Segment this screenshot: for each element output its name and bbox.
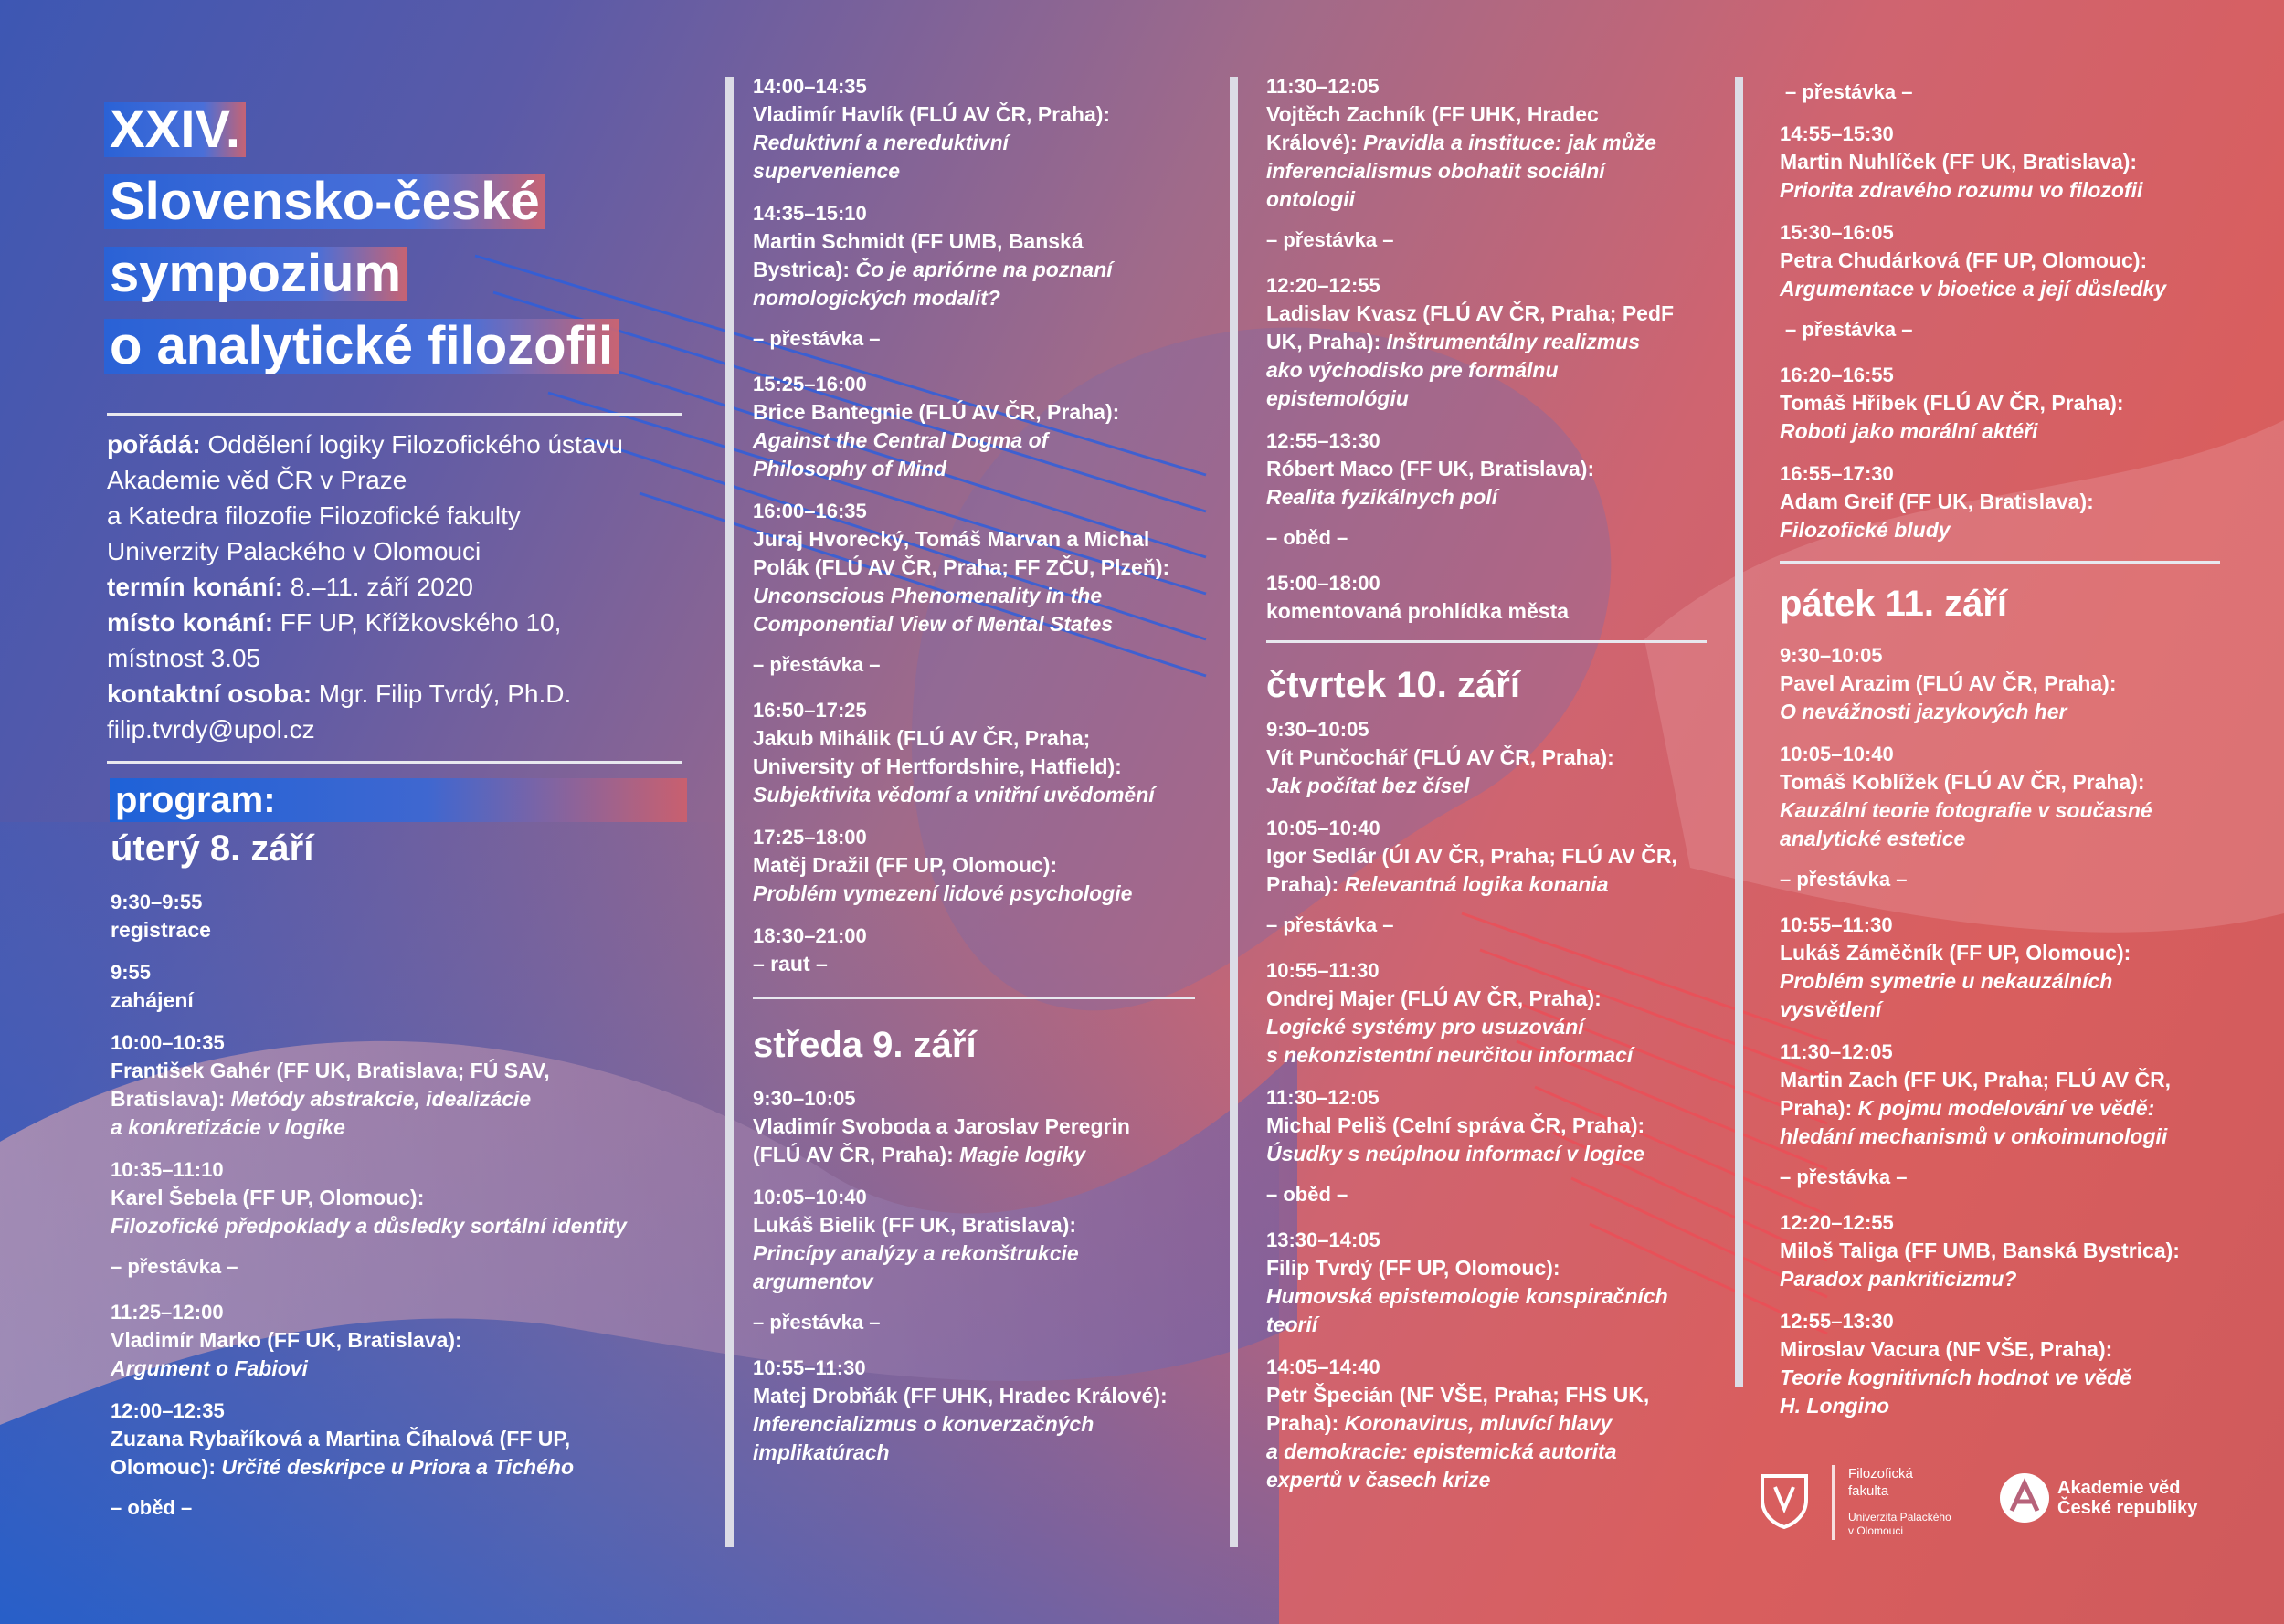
upol-seal-icon [1759,1472,1810,1529]
talk: 11:30–12:05 Martin Zach (FF UK, Praha; FLÚ AV ČR, Praha): K pojmu modelování ve vědě: hledání mechanismů v onkoimunologii [1780,1040,2172,1148]
organizer-line-3: a Katedra filozofie Filozofické fakulty [107,501,521,530]
place-label: místo konání: [107,608,274,637]
talk: 17:25–18:00 Matěj Dražil (FF UP, Olomouc): Problém vymezení lidové psychologie [753,826,1133,905]
talk: 11:25–12:00 Vladimír Marko (FF UK, Bratislava): Argument o Fabiovi [111,1301,462,1380]
day-heading-fri: pátek 11. září [1780,584,2008,624]
organizer-line-1: Oddělení logiky Filozofického ústavu [207,430,623,459]
day-heading-thu: čtvrtek 10. září [1266,665,1520,705]
talk: 10:05–10:40 Lukáš Bielik (FF UK, Bratislava): Princípy analýzy a rekonštrukcie argumentov [753,1186,1079,1293]
day-divider [753,997,1195,999]
talk: 10:05–10:40 Tomáš Koblížek (FLÚ AV ČR, Praha): Kauzální teorie fotografie v současné analytické estetice [1780,743,2152,850]
talk: 14:55–15:30 Martin Nuhlíček (FF UK, Bratislava): Priorita zdravého rozumu vo filozofii [1780,122,2143,202]
title-line-1: XXIV. [104,102,246,157]
break: – oběd – [1266,526,1348,549]
break: – oběd – [111,1496,193,1519]
program-bar [110,778,687,822]
column-divider-2 [1230,77,1238,1547]
break: – přestávka – [753,653,881,676]
day-divider [1266,640,1707,643]
break: – přestávka – [1785,80,1913,103]
info-divider [107,761,682,764]
talk: 9:30–10:05 Vladimír Svoboda a Jaroslav Peregrin (FLÚ AV ČR, Praha): Magie logiky [753,1087,1130,1166]
place-value-2: místnost 3.05 [107,644,261,672]
organizer-line-2: Akademie věd ČR v Praze [107,466,407,494]
talk: 14:00–14:35 Vladimír Havlík (FLÚ AV ČR, Praha): Reduktivní a nereduktivní supervenience [753,75,1111,183]
talk: 16:55–17:30 Adam Greif (FF UK, Bratislava): Filozofické bludy [1780,462,2094,542]
date-label: termín konání: [107,573,283,601]
header-divider [107,413,682,416]
break: – přestávka – [1266,913,1394,936]
talk: 13:30–14:05 Filip Tvrdý (FF UP, Olomouc): Humovská epistemologie konspiračních teorií [1266,1229,1668,1336]
contact-value: Mgr. Filip Tvrdý, Ph.D. [318,680,572,708]
talk: 12:55–13:30 Miroslav Vacura (NF VŠE, Praha): Teorie kognitivních hodnot ve vědě H. Longino [1780,1310,2132,1418]
break: – přestávka – [1266,228,1394,251]
talk: 16:20–16:55 Tomáš Hříbek (FLÚ AV ČR, Praha): Roboti jako morální aktéři [1780,364,2124,443]
talk: 10:35–11:10 Karel Šebela (FF UP, Olomouc): Filozofické předpoklady a důsledky sortální identity [111,1158,627,1238]
talk: 12:20–12:55 Miloš Taliga (FF UMB, Banská Bystrica): Paradox pankriticizmu? [1780,1211,2180,1291]
day-heading-wed: středa 9. září [753,1025,977,1065]
talk: 15:25–16:00 Brice Bantegnie (FLÚ AV ČR, Praha): Against the Central Dogma of Philosophy of Mind [753,373,1120,480]
column-3-schedule [1266,73,1732,1509]
break: – přestávka – [111,1255,238,1278]
logo-avcr: Akademie věd České republiky [1999,1472,2236,1527]
info-block [107,427,701,747]
talk: 15:30–16:05 Petra Chudárková (FF UP, Olomouc): Argumentace v bioetice a její důsledky [1780,221,2167,301]
talk: 12:55–13:30 Róbert Maco (FF UK, Bratislava): Realita fyzikálnych polí [1266,429,1595,509]
contact-email[interactable]: filip.tvrdy@upol.cz [107,715,315,743]
break: – přestávka – [1780,868,1908,891]
break: – přestávka – [753,1311,881,1334]
break: – přestávka – [1785,318,1913,341]
place-value: FF UP, Křížkovského 10, [280,608,562,637]
date-value: 8.–11. září 2020 [290,573,473,601]
talk: 18:30–21:00 – raut – [753,924,867,975]
talk: 11:30–12:05 Vojtěch Zachník (FF UHK, Hradec Králové): Pravidla a instituce: jak může inferencialismus obohatit sociální ontologii [1266,75,1656,211]
talk: 10:55–11:30 Lukáš Záměčník (FF UP, Olomouc): Problém symetrie u nekauzálních vysvětlení [1780,913,2131,1021]
talk: 16:50–17:25 Jakub Mihálik (FLÚ AV ČR, Praha; University of Hertfordshire, Hatfield): Subjektivita vědomí a vnitřní uvědomění [753,699,1155,807]
talk: 9:30–10:05 Vít Punčochář (FLÚ AV ČR, Praha): Jak počítat bez čísel [1266,718,1614,797]
talk: 9:30–9:55 registrace [111,891,211,942]
talk: 9:30–10:05 Pavel Arazim (FLÚ AV ČR, Praha): O nevážnosti jazykových her [1780,644,2117,723]
talk: 9:55 zahájení [111,961,194,1012]
title-line-3: sympozium [104,247,407,301]
talk: 15:00–18:00 komentovaná prohlídka města [1266,572,1570,623]
talk: 10:00–10:35 František Gahér (FF UK, Bratislava; FÚ SAV, Bratislava): Metódy abstrakcie, idealizácie a konkretizácie v logike [111,1031,550,1139]
talk: 10:55–11:30 Ondrej Majer (FLÚ AV ČR, Praha): Logické systémy pro usuzování s nekonzistentní neurčitou informací [1266,959,1634,1067]
organizer-line-4: Univerzity Palackého v Olomouci [107,537,481,565]
logo-upol: Filozofická fakulta Univerzita Palackého v Olomouci [1759,1461,1996,1544]
break: – přestávka – [1780,1165,1908,1188]
talk: 14:35–15:10 Martin Schmidt (FF UMB, Banská Bystrica): Čo je apriórne na poznaní nomologických modalít? [753,202,1113,310]
talk: 10:55–11:30 Matej Drobňák (FF UHK, Hradec Králové): Inferencializmus o konverzačných implikatúrach [753,1356,1168,1464]
talk: 12:00–12:35 Zuzana Rybaříková a Martina Číhalová (FF UP, Olomouc): Určité deskripce u Priora a Tichého [111,1399,574,1479]
avcr-logo-icon [1999,1472,2050,1524]
day-heading-tue: úterý 8. září [111,828,314,869]
header-block [104,102,698,391]
column-4-schedule [1780,77,2255,1435]
column-divider-1 [725,77,734,1547]
title-line-4: o analytické filozofii [104,319,619,374]
program-label: program: [115,780,276,820]
talk: 10:05–10:40 Igor Sedlár (ÚI AV ČR, Praha; FLÚ AV ČR, Praha): Relevantná logika konania [1266,817,1677,896]
column-2-schedule [753,73,1228,1482]
column-divider-3 [1735,77,1743,1387]
talk: 16:00–16:35 Juraj Hvorecký, Tomáš Marvan a Michal Polák (FLÚ AV ČR, Praha; FF ZČU, Plzeň): Unconscious Phenomenality in the Componential View of Mental States [753,500,1170,636]
contact-label: kontaktní osoba: [107,680,312,708]
organizer-label: pořádá: [107,430,201,459]
talk: 11:30–12:05 Michal Peliš (Celní správa ČR, Praha): Úsudky s neúplnou informací v logice [1266,1086,1645,1165]
title-line-2: Slovensko-české [104,174,545,229]
talk: 12:20–12:55 Ladislav Kvasz (FLÚ AV ČR, Praha; PedF UK, Praha): Inštrumentálny realizmus ako východisko pre formálnu epistemológiu [1266,274,1675,410]
column-1-schedule [111,827,714,1540]
break: – přestávka – [753,327,881,350]
day-divider [1780,561,2220,564]
talk: 14:05–14:40 Petr Špecián (NF VŠE, Praha; FHS UK, Praha): Koronavirus, mluvící hlavy a demokracie: epistemická autorita expertů v časech krize [1266,1355,1650,1492]
break: – oběd – [1266,1183,1348,1206]
